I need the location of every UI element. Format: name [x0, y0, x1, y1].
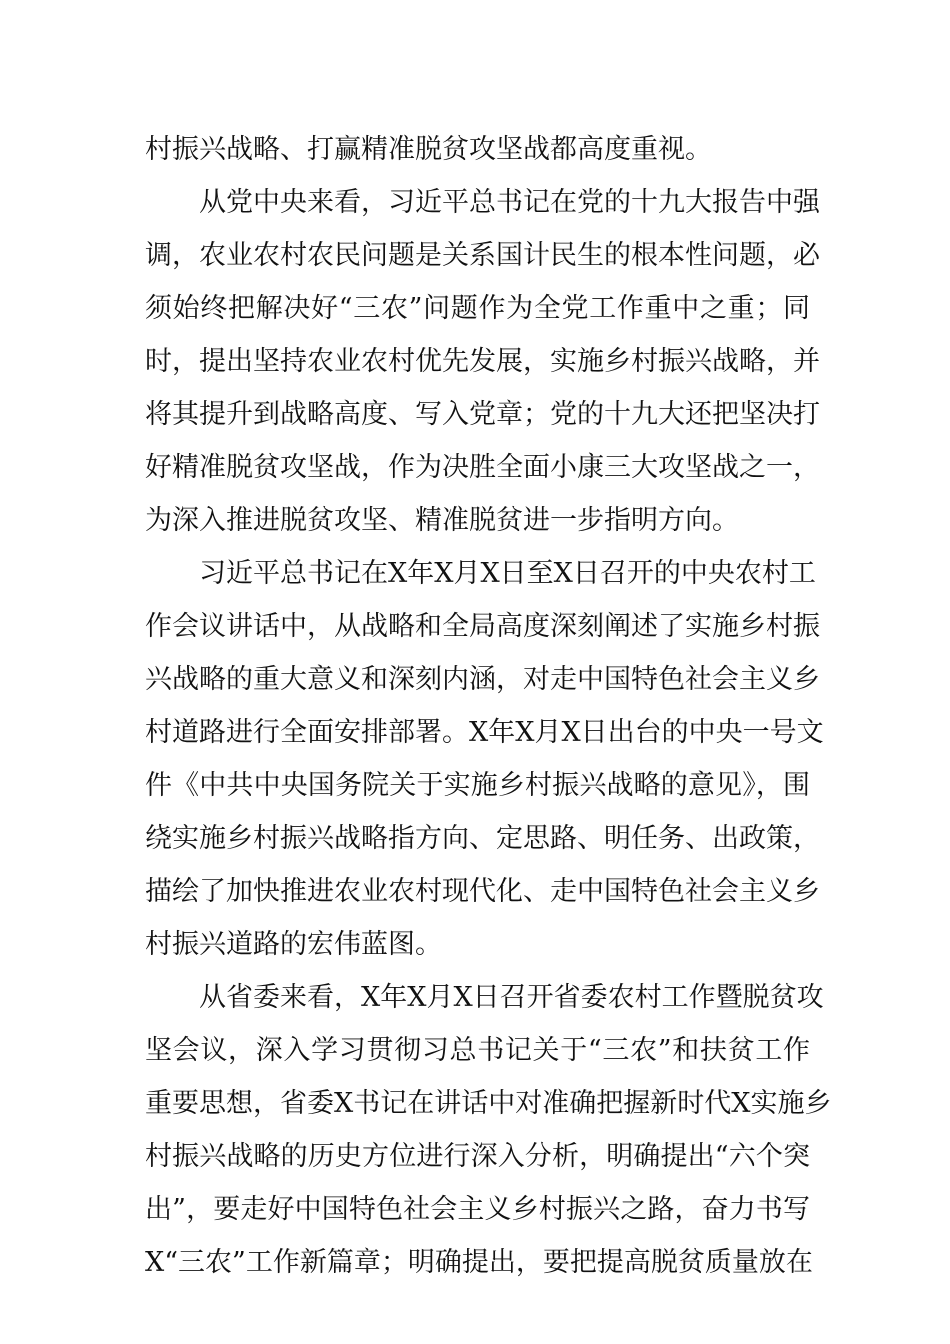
paragraph-first-line: 从党中央来看，习近平总书记在党的十九大报告中强 [199, 187, 820, 218]
text-line: 村振兴战略的历史方位进行深入分析，明确提出“六个突 [145, 1141, 810, 1172]
text-line: 绕实施乡村振兴战略指方向、定思路、明任务、出政策， [145, 823, 820, 854]
paragraph-first-line: 从省委来看，X年X月X日召开省委农村工作暨脱贫攻 [199, 982, 824, 1013]
text-line: 出”，要走好中国特色社会主义乡村振兴之路，奋力书写 [145, 1194, 810, 1225]
text-line: 村振兴道路的宏伟蓝图。 [145, 929, 442, 960]
paragraph-first-line: 习近平总书记在X年X月X日至X日召开的中央农村工 [199, 558, 816, 589]
text-line: 件《中共中央国务院关于实施乡村振兴战略的意见》，围 [145, 770, 810, 801]
text-line: 调，农业农村农民问题是关系国计民生的根本性问题，必 [145, 240, 820, 271]
text-line: 描绘了加快推进农业农村现代化、走中国特色社会主义乡 [145, 876, 820, 907]
text-line: 好精准脱贫攻坚战，作为决胜全面小康三大攻坚战之一， [145, 452, 820, 483]
text-line: 村振兴战略、打赢精准脱贫攻坚战都高度重视。 [145, 134, 712, 165]
text-line: 须始终把解决好“三农”问题作为全党工作重中之重；同 [145, 293, 810, 324]
text-line: 村道路进行全面安排部署。X年X月X日出台的中央一号文 [145, 717, 824, 748]
text-line: 兴战略的重大意义和深刻内涵，对走中国特色社会主义乡 [145, 664, 820, 695]
text-line: 为深入推进脱贫攻坚、精准脱贫进一步指明方向。 [145, 505, 739, 536]
text-line: 时，提出坚持农业农村优先发展，实施乡村振兴战略，并 [145, 346, 820, 377]
text-line: 坚会议，深入学习贯彻习总书记关于“三农”和扶贫工作 [145, 1035, 810, 1066]
text-line: 重要思想，省委X书记在讲话中对准确把握新时代X实施乡 [145, 1088, 832, 1119]
text-line: 将其提升到战略高度、写入党章；党的十九大还把坚决打 [145, 399, 820, 430]
text-line: X“三农”工作新篇章；明确提出，要把提高脱贫质量放在 [145, 1247, 813, 1278]
text-line: 作会议讲话中，从战略和全局高度深刻阐述了实施乡村振 [145, 611, 820, 642]
